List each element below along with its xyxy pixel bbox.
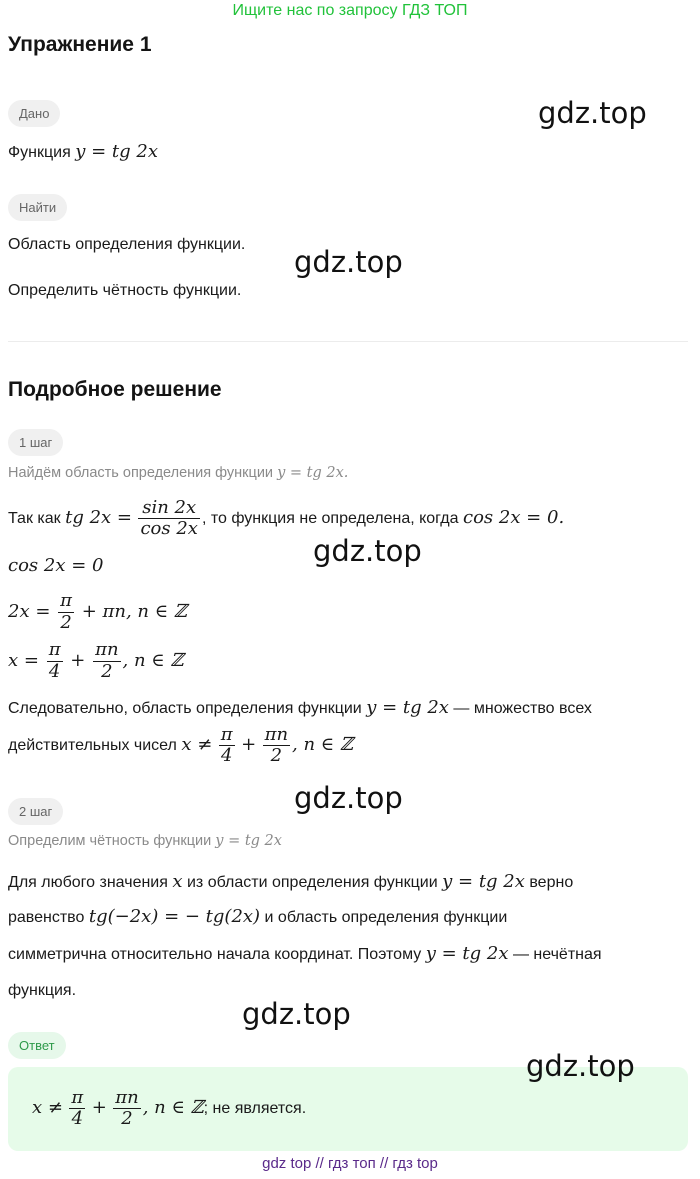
search-banner[interactable]: Ищите нас по запросу ГДЗ ТОП bbox=[232, 2, 468, 19]
conclusion-x: x ≠ bbox=[181, 734, 213, 755]
step1-conclusion-line1 bbox=[8, 697, 592, 718]
watermark: gdz.top bbox=[242, 997, 351, 1031]
watermark: gdz.top bbox=[526, 1049, 635, 1083]
conclusion-formula: y = tg 2x bbox=[366, 697, 449, 718]
fraction-denominator: 2 bbox=[270, 745, 283, 767]
p1-text-a: Для любого значения bbox=[8, 874, 168, 891]
fraction-numerator: sin 2x bbox=[138, 498, 199, 520]
answer-text: ; не является. bbox=[203, 1100, 307, 1117]
fraction-numerator: π bbox=[48, 638, 61, 660]
eq2-left: 2x = bbox=[8, 601, 51, 622]
conclusion-text-a: Следовательно, область определения функции bbox=[8, 700, 362, 717]
p1-x: x bbox=[172, 871, 183, 892]
section-divider bbox=[8, 341, 688, 342]
watermark: gdz.top bbox=[313, 534, 422, 568]
eq3-left: x = bbox=[8, 650, 39, 671]
fraction-denominator: 4 bbox=[71, 1108, 84, 1130]
fraction-numerator: π bbox=[60, 589, 72, 611]
step2-caption-text: Определим чётность функции bbox=[8, 833, 212, 849]
step2-caption bbox=[8, 833, 282, 849]
step2-caption-formula: y = tg 2x bbox=[215, 833, 282, 849]
step1-caption-text: Найдём область определения функции bbox=[8, 465, 274, 481]
p1-formula: y = tg 2x bbox=[442, 871, 525, 892]
eq2-right: + πn, n ∈ ℤ bbox=[81, 601, 187, 622]
step1-line1-condition: cos 2x = 0. bbox=[462, 507, 565, 528]
fraction-denominator: 2 bbox=[101, 660, 113, 682]
p3-formula: y = tg 2x bbox=[425, 943, 509, 964]
fraction-numerator: π bbox=[71, 1086, 84, 1108]
pin-over-2-fraction bbox=[113, 1088, 140, 1130]
p2-formula: tg(−2x) = − tg(2x) bbox=[88, 906, 261, 927]
step1-chip: 1 шаг bbox=[8, 429, 63, 456]
pi-over-2-fraction bbox=[58, 591, 74, 633]
step2-paragraph-line3 bbox=[8, 943, 602, 964]
page-title: Упражнение 1 bbox=[8, 33, 152, 56]
step1-line1-tg: tg 2x = bbox=[65, 507, 132, 528]
find-item-domain: Область определения функции. bbox=[8, 236, 246, 253]
fraction-denominator: 4 bbox=[220, 745, 233, 767]
step1-caption bbox=[8, 465, 348, 481]
conclusion-right: , n ∈ ℤ bbox=[292, 734, 353, 755]
step1-line1-suffix: , то функция не определена, когда bbox=[201, 510, 459, 527]
watermark: gdz.top bbox=[538, 96, 647, 130]
answer-right: , n ∈ ℤ bbox=[142, 1097, 204, 1118]
step2-paragraph-line2 bbox=[8, 906, 507, 927]
fraction-numerator: πn bbox=[95, 638, 119, 660]
pi-over-4-fraction bbox=[219, 725, 235, 767]
pin-over-2-fraction bbox=[93, 640, 120, 682]
fraction-denominator: 2 bbox=[121, 1108, 133, 1130]
answer-content bbox=[32, 1084, 306, 1133]
step1-conclusion-line2 bbox=[8, 722, 353, 769]
fraction-denominator: 2 bbox=[60, 611, 72, 633]
p2-text-b: и область определения функции bbox=[264, 909, 508, 926]
given-text: Функция bbox=[8, 144, 71, 161]
p3-text-a: симметрична относительно начала координат. Поэтому bbox=[8, 946, 422, 963]
equation-x bbox=[8, 637, 184, 685]
fraction-numerator: πn bbox=[115, 1086, 139, 1108]
given-statement bbox=[8, 141, 158, 162]
watermark: gdz.top bbox=[294, 245, 403, 279]
step1-line1 bbox=[8, 493, 564, 544]
footer-links[interactable]: gdz top // гдз топ // гдз top bbox=[262, 1155, 438, 1172]
fraction-denominator: 4 bbox=[48, 660, 61, 682]
find-item-parity: Определить чётность функции. bbox=[8, 282, 242, 299]
given-formula: y = tg 2x bbox=[75, 141, 158, 162]
conclusion-text-c: действительных чисел bbox=[8, 737, 177, 754]
p2-text-a: равенство bbox=[8, 909, 85, 926]
solution-title: Подробное решение bbox=[8, 378, 222, 401]
watermark: gdz.top bbox=[294, 781, 403, 815]
p3-text-b: — нечётная bbox=[512, 946, 602, 963]
sin-over-cos-fraction bbox=[138, 498, 199, 540]
eq3-plus: + bbox=[70, 650, 86, 671]
fraction-numerator: πn bbox=[264, 723, 289, 745]
answer-plus: + bbox=[91, 1097, 107, 1118]
step2-chip: 2 шаг bbox=[8, 798, 63, 825]
step2-paragraph-line1 bbox=[8, 871, 573, 892]
conclusion-plus: + bbox=[241, 734, 257, 755]
step1-caption-formula: y = tg 2x. bbox=[277, 465, 349, 481]
pin-over-2-fraction bbox=[263, 725, 290, 767]
answer-chip: Ответ bbox=[8, 1032, 66, 1059]
given-chip: Дано bbox=[8, 100, 60, 127]
equation-cos: cos 2x = 0 bbox=[8, 555, 104, 576]
equation-2x bbox=[8, 588, 187, 636]
pi-over-4-fraction bbox=[69, 1088, 85, 1130]
fraction-numerator: π bbox=[220, 723, 233, 745]
step2-paragraph-line4: функция. bbox=[8, 982, 77, 999]
p1-text-c: верно bbox=[529, 874, 574, 891]
pi-over-4-fraction bbox=[47, 640, 63, 682]
step1-line1-prefix: Так как bbox=[8, 510, 61, 527]
answer-x: x ≠ bbox=[32, 1097, 63, 1118]
find-chip: Найти bbox=[8, 194, 67, 221]
conclusion-text-b: — множество всех bbox=[453, 700, 592, 717]
p1-text-b: из области определения функции bbox=[186, 874, 438, 891]
fraction-denominator: cos 2x bbox=[140, 518, 198, 540]
eq3-right: , n ∈ ℤ bbox=[122, 650, 184, 671]
